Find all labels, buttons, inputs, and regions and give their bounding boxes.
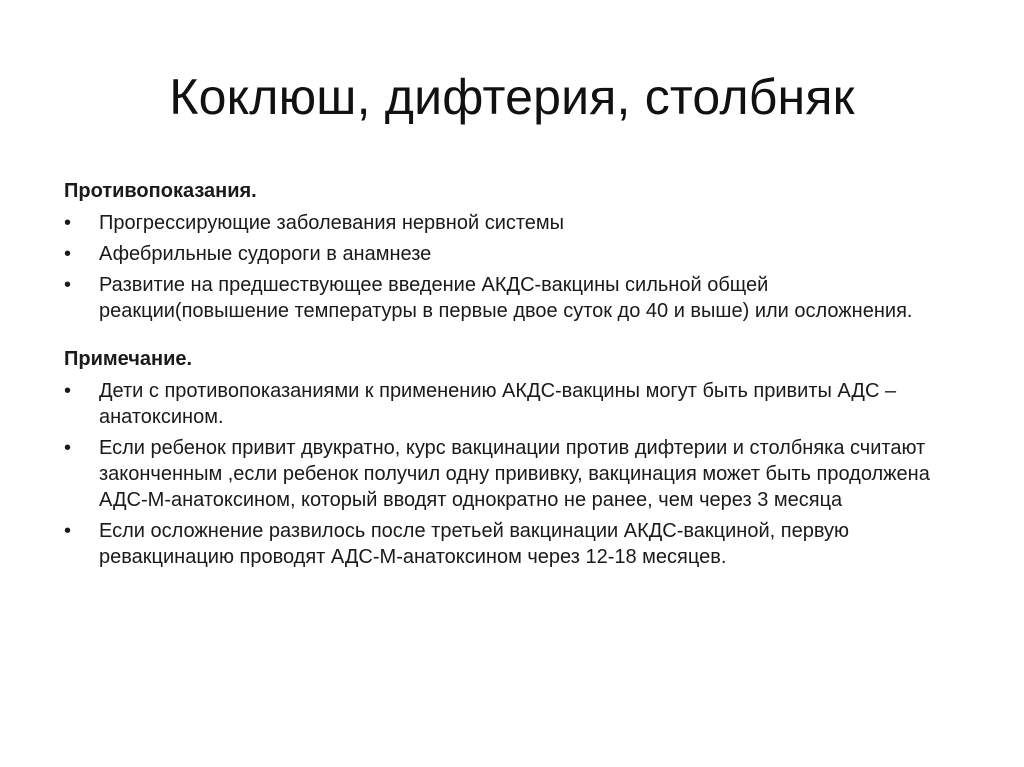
list-item-text: Дети с противопоказаниями к применению АКДС-вакцины могут быть привиты АДС – анатоксином. [99, 380, 897, 428]
slide-content [64, 178, 944, 575]
list-item [64, 435, 944, 513]
bullet-icon: • [64, 437, 72, 459]
bullet-icon: • [64, 212, 72, 234]
list-item [64, 518, 944, 570]
section-heading-contraindications: Противопоказания. [64, 180, 257, 202]
contraindications-list [64, 210, 944, 324]
list-item-text: Если осложнение развилось после третьей вакцинации АКДС-вакциной, первую ревакцинацию проводят АДС-М-анатоксином через 12-18 месяцев. [99, 520, 850, 568]
slide-title: Коклюш, дифтерия, столбняк [169, 69, 855, 125]
section-heading-note: Примечание. [64, 348, 193, 370]
list-item [64, 378, 944, 430]
list-item [64, 241, 944, 267]
bullet-icon: • [64, 243, 72, 265]
bullet-icon: • [64, 380, 72, 402]
notes-list [64, 378, 944, 570]
list-item [64, 210, 944, 236]
list-item-text: Афебрильные судороги в анамнезе [99, 243, 432, 265]
list-item-text: Прогрессирующие заболевания нервной системы [99, 212, 565, 234]
list-item [64, 272, 944, 324]
list-item-text: Если ребенок привит двукратно, курс вакцинации против дифтерии и столбняка считают законченным ,если ребенок получил одну прививку, вакцинация может быть продолжена АДС-М-анатоксином, который вводят однократно не ранее, чем через 3 месяца [99, 437, 930, 511]
bullet-icon: • [64, 274, 72, 296]
bullet-icon: • [64, 520, 72, 542]
list-item-text: Развитие на предшествующее введение АКДС-вакцины сильной общей реакции(повышение температуры в первые двое суток до 40 и выше) или осложнения. [99, 274, 913, 322]
